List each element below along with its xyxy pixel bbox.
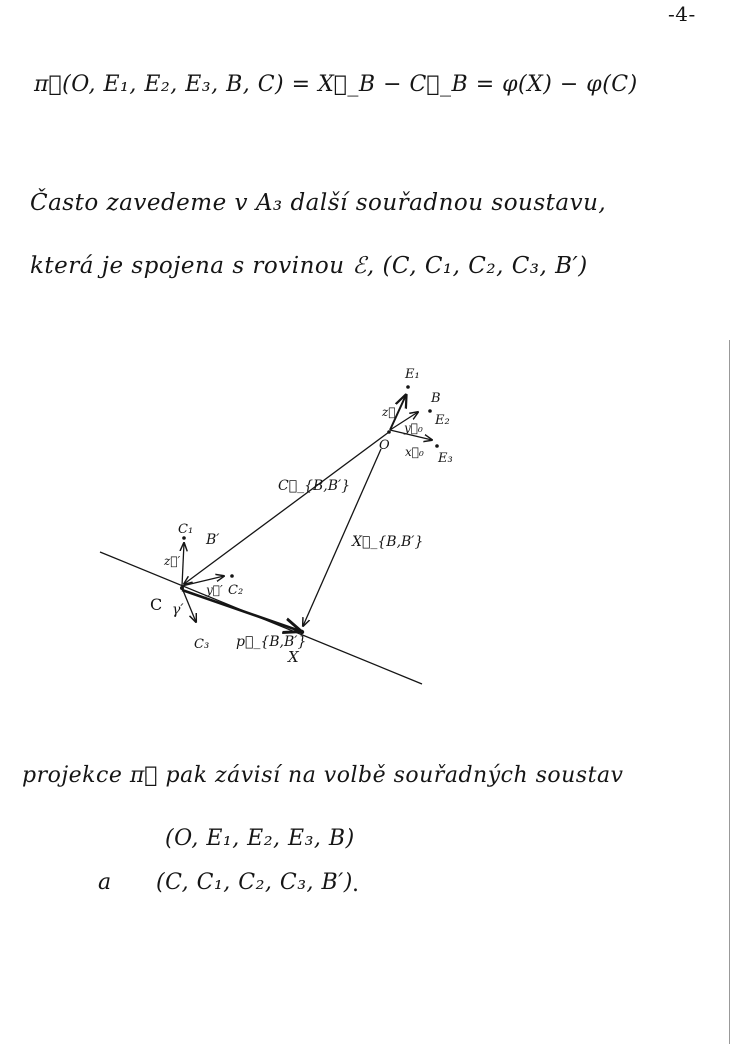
point-e1 <box>406 385 410 389</box>
label-yprime: y⃗′ <box>206 583 223 597</box>
point-c <box>180 586 184 590</box>
final-period: . <box>352 872 360 897</box>
label-e1: E₁ <box>405 367 420 382</box>
label-c2: C₂ <box>228 583 244 598</box>
vector-c-bb <box>184 432 389 584</box>
label-e2: E₂ <box>435 413 450 428</box>
axis-c1 <box>182 543 184 586</box>
point-e3 <box>435 444 439 448</box>
label-zprime: z⃗′ <box>164 554 181 568</box>
label-gprime: γ′ <box>172 602 184 618</box>
system-second: (C, C₁, C₂, C₃, B′) <box>156 870 353 895</box>
label-bprime: B′ <box>206 532 220 548</box>
label-e3: E₃ <box>438 451 453 466</box>
system-first: (O, E₁, E₂, E₃, B) <box>165 826 355 851</box>
label-p-bb: p⃗_{B,B′} <box>236 634 307 650</box>
paragraph-line-1: Často zavedeme v A₃ další souřadnou soustavu, <box>30 190 607 216</box>
label-z: z⃗ <box>382 405 396 419</box>
label-c1: C₁ <box>178 522 194 537</box>
point-c2 <box>230 574 234 578</box>
label-y0: y⃗₀ <box>404 421 423 435</box>
point-o <box>387 430 391 434</box>
paragraph-line-2: která je spojena s rovinou ℰ, (C, C₁, C₂, C₃, B′) <box>30 253 588 279</box>
label-c3: C₃ <box>194 637 210 652</box>
projection-equation: π⃗(O, E₁, E₂, E₃, B, C) = X⃗_B − C⃗_B = φ(X) − φ(C) <box>34 72 638 97</box>
system-conjunction: a <box>98 870 112 895</box>
scan-edge <box>729 340 730 1044</box>
label-o: O <box>379 438 390 453</box>
label-x0: x⃗₀ <box>405 445 424 459</box>
page-number: -4- <box>668 2 696 26</box>
label-c-bb: C⃗_{B,B′} <box>278 478 351 494</box>
label-x: X <box>288 648 299 666</box>
label-x-bb: X⃗_{B,B′} <box>352 534 424 550</box>
label-c: C <box>150 595 163 614</box>
point-e2 <box>428 409 432 413</box>
label-b: B <box>431 391 441 406</box>
projection-note: projekce π⃗ pak závisí na volbě souřadných soustav <box>22 763 624 788</box>
